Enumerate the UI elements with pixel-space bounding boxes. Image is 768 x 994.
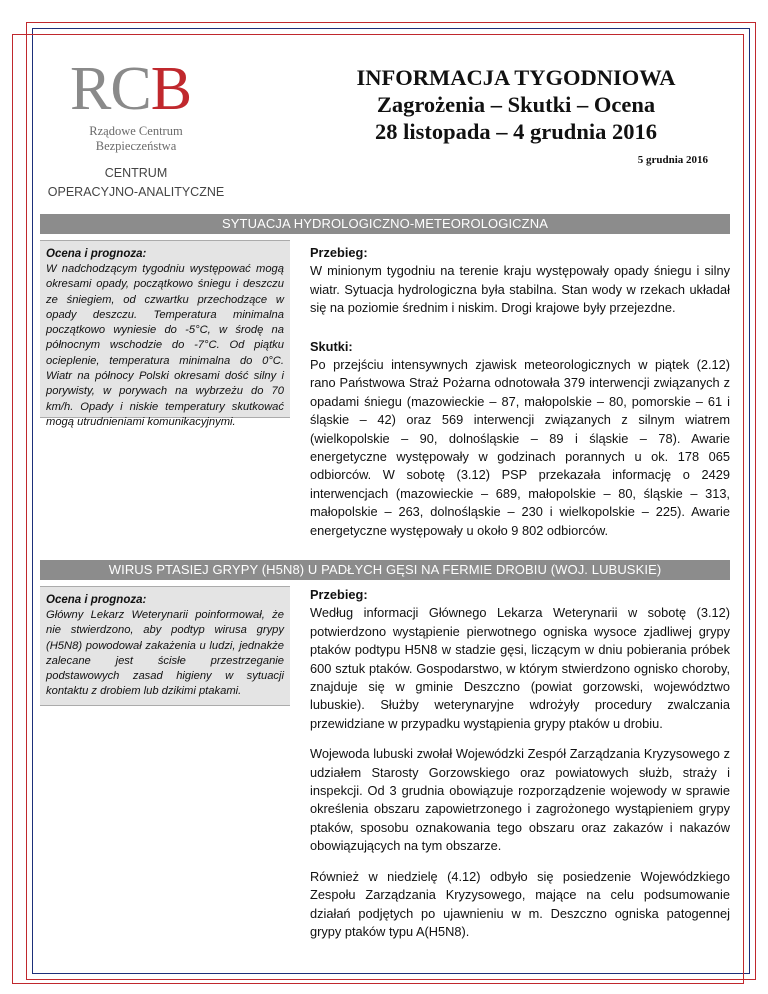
forecast-label: Ocena i prognoza: (46, 248, 147, 260)
forecast-box-bird-flu (40, 586, 290, 706)
forecast-text: W nadchodzącym tygodniu występować mogą okresami opady, początkowo śniegu i deszczu ze śniegiem, od czwartku przechodzące w opady deszczu. Temperatura minimalna początkowo wyniesie do -5°C, w środę na północnym wschodzie do -7°C. Od piątku ocieplenie, temperatura minimalna do 0°C. Wiatr na północy Polski okresami dość silny i porywisty, w porywach na wybrzeżu do 70 km/h. Opady i niskie temperatury skutkować mogą utrudnieniami komunikacyjnymi. (46, 263, 284, 428)
bird-flu-para3: Również w niedzielę (4.12) odbyło się posiedzenie Wojewódzkiego Zespołu Zarządzania Kryzysowego, mające na celu podsumowanie działań podjętych po ujawnieniu w m. Deszczno ogniska patogennej grypy ptaków typu A(H5N8). (310, 868, 730, 939)
logo-line2: Bezpieczeństwa (95, 139, 177, 153)
course-label: Przebieg: (310, 245, 368, 260)
section-heading-bird-flu: WIRUS PTASIEJ GRYPY (H5N8) U PADŁYCH GĘSI NA FERMIE DROBIU (WOJ. LUBUSKIE) (40, 560, 730, 580)
logo-mark-gray: RC (70, 55, 151, 123)
course-label: Przebieg: (310, 587, 368, 602)
document-title (300, 64, 732, 145)
logo-line1: Rządowe Centrum (89, 124, 183, 138)
section-heading-hydro: SYTUACJA HYDROLOGICZNO-METEOROLOGICZNA (40, 214, 730, 234)
logo-mark (70, 55, 220, 123)
issue-date: 5 grudnia 2016 (637, 154, 708, 166)
course-text: W minionym tygodniu na terenie kraju występowały opady śniegu i silny wiatr. Sytuacja hydrologiczna była stabilna. Stan wody w rzekach układał się na poziomie średnim i niskim. Drogi krajowe były przejezdne. (310, 263, 730, 316)
title-line1: INFORMACJA TYGODNIOWA (356, 65, 676, 90)
department-name: CENTRUM OPERACYJNO-ANALITYCZNE (47, 166, 225, 199)
rcb-logo (70, 55, 220, 154)
forecast-label: Ocena i prognoza: (46, 594, 147, 606)
forecast-box-hydro (40, 240, 290, 428)
bird-flu-main-column (310, 586, 730, 953)
bird-flu-para1: Według informacji Głównego Lekarza Weterynarii w sobotę (3.12) potwierdzono wystąpienie pierwotnego ogniska wysoce zjadliwej grypy ptaków podtypu H5N8 w stadzie gęsi, liczącym w dniu pobierania próbek 600 sztuk ptaków. Gospodarstwo, w którym stwierdzono ognisko choroby, znajduje się w gminie Deszczno (powiat gorzowski, województwo lubuskie). Służby weterynaryjne wdrożyły procedury zwalczania przewidziane w przypadku wystąpienia grypy ptaków u drobiu. (310, 605, 730, 731)
logo-mark-red: B (150, 55, 192, 123)
logo-subtitle (70, 124, 202, 154)
effects-text: Po przejściu intensywnych zjawisk meteorologicznych w piątek (2.12) rano Państwowa Straż Pożarna odnotowała 379 interwencji związanych z opadami śniegu (mazowieckie – 87, małopolskie – 80, pomorskie – 61 i śląskie – 42) oraz 569 interwencji związanych z silnym wiatrem (wielkopolskie – 90, dolnośląskie – 89 i śląskie – 78). Awarie energetyczne występowały w godzinach porannych u ok. 178 065 odbiorców. W sobotę (3.12) PSP przekazała informację o 2429 interwencjach (mazowieckie – 689, małopolskie – 80, śląskie – 313, małopolskie – 263, dolnośląskie – 230 i wielkopolskie – 225). Awarie energetyczne występowały u około 9 802 odbiorców. (310, 357, 730, 538)
title-line2: Zagrożenia – Skutki – Ocena (376, 92, 656, 117)
hydro-main-column (310, 244, 730, 552)
bird-flu-para2: Wojewoda lubuski zwołał Wojewódzki Zespół Zarządzania Kryzysowego z udziałem Starosty Gorzowskiego oraz powiatowych służb, straży i inspekcji. Od 3 grudnia obowiązuje rozporządzenie wojewody w sprawie określenia obszaru zapowietrzonego i zagrożonego wystąpieniem grypy ptaków, sposobu oznakowania tego obszaru oraz zakazów i nakazów obowiązujących na tym obszarze. (310, 746, 730, 854)
title-line3: 28 listopada – 4 grudnia 2016 (375, 119, 657, 144)
forecast-text: Główny Lekarz Weterynarii poinformował, że nie stwierdzono, aby podtyp wirusa grypy (H5N8) powodował zakażenia u ludzi, jednakże zalecane jest ścisłe przestrzeganie podstawowych zasad higieny w sytuacji kontaktu z drobiem lub dzikimi ptakami. (46, 609, 284, 698)
effects-label: Skutki: (310, 338, 353, 354)
